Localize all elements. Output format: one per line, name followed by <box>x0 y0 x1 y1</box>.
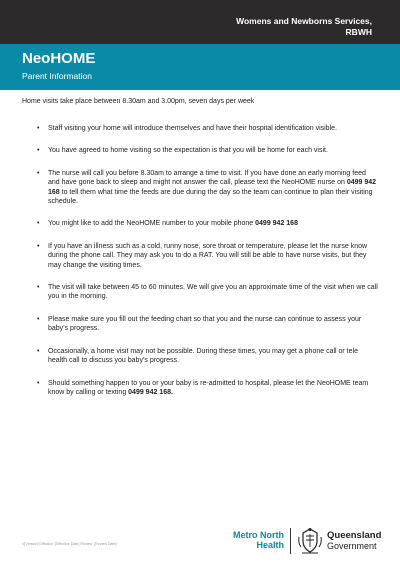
bullet-text: Should something happen to you or your baby is re-admitted to hospital, please let the NeoHOME team know by calling or texting <box>48 379 369 396</box>
metro-north-health-logo <box>224 530 284 550</box>
metro-logo-line-2: Health <box>256 540 284 550</box>
bullet-dot-icon: • <box>37 284 40 292</box>
bullet-item <box>22 146 378 155</box>
document-title: NeoHOME <box>22 50 96 67</box>
bullet-item <box>22 169 378 207</box>
title-banner <box>0 44 400 90</box>
bullet-dot-icon: • <box>37 169 40 177</box>
bullet-text-continued: to tell them what time the feeds are due during the day so the team can continue to plan their visiting schedule. <box>48 188 373 206</box>
bullet-text: The visit will take between 45 to 60 minutes. We will give you an approximate time of the visit when we call you in the morning. <box>48 284 378 301</box>
logo-divider <box>290 528 291 554</box>
bullet-text: Staff visiting your home will introduce themselves and have their hospital identification visible. <box>48 125 337 132</box>
bullet-item <box>22 124 378 133</box>
document-reference: V[Version] Effective: [Effective Date] Review: [Review Date] <box>22 542 117 546</box>
bullet-list <box>22 124 378 410</box>
document-subtitle: Parent Information <box>22 71 92 81</box>
bullet-dot-icon: • <box>37 315 40 323</box>
bullet-dot-icon: • <box>37 220 40 228</box>
bullet-text: You might like to add the NeoHOME number to your mobile phone <box>48 220 256 228</box>
bullet-dot-icon: • <box>37 147 40 155</box>
bullet-item <box>22 379 378 398</box>
qld-logo-line-1: Queensland <box>327 530 382 541</box>
bullet-text: Occasionally, a home visit may not be possible. During these times, you may get a phone call or tele health call to discuss you baby’s progress. <box>48 347 358 365</box>
bullet-item <box>22 347 378 366</box>
intro-text: Home visits take place between 8.30am and 3.00pm, seven days per week <box>22 98 255 105</box>
service-name <box>236 16 372 38</box>
phone-number: 0499 942 168 <box>255 220 298 228</box>
bullet-text: Please make sure you fill out the feeding chart so that you and the nurse can continue to assess your baby’s progress. <box>48 315 362 333</box>
bullet-dot-icon: • <box>37 125 40 132</box>
phone-number: 0499 942 168. <box>128 388 173 396</box>
metro-logo-line-1: Metro North <box>233 530 284 540</box>
qld-logo-line-2: Government <box>327 541 377 551</box>
phone-number: 0499 942 168 <box>48 179 377 196</box>
bullet-dot-icon: • <box>37 379 40 387</box>
bullet-item <box>22 242 378 270</box>
bullet-item <box>22 219 378 228</box>
service-line-1: Womens and Newborns Services, <box>236 16 372 26</box>
queensland-coat-of-arms-icon <box>297 527 323 555</box>
bullet-text: If you have an illness such as a cold, runny nose, sore throat or temperature, please let the nurse know during the phone call. They may ask you to do a RAT. You will still be able to have nurse visits, but they may change the visiting times. <box>48 242 368 269</box>
bullet-text: You have agreed to home visiting so the expectation is that you will be home for each visit. <box>48 147 328 155</box>
bullet-item <box>22 315 378 334</box>
bullet-dot-icon: • <box>37 242 40 250</box>
bullet-text: The nurse will call you before 8.30am to arrange a time to visit. If you have done an early morning feed and have gone back to sleep and might not answer the call, please text the NeoHOME nurse on <box>48 169 366 187</box>
service-line-2: RBWH <box>345 27 372 37</box>
queensland-government-logo <box>327 531 381 551</box>
bullet-item <box>22 283 378 302</box>
bullet-dot-icon: • <box>37 347 40 355</box>
header-bar <box>0 0 400 44</box>
